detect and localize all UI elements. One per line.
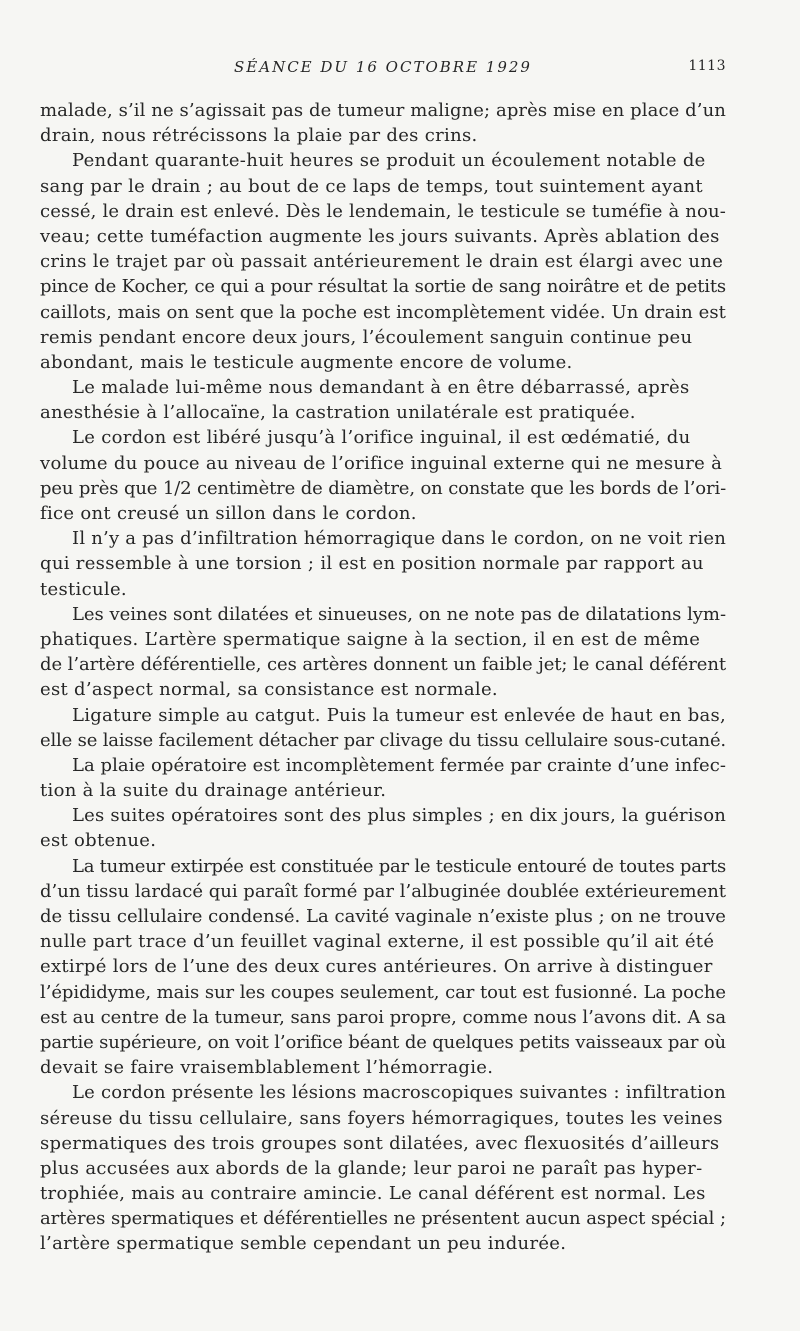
text-line: crins le trajet par où passait antérieurement le drain est élargi avec une (40, 251, 724, 273)
body-text (40, 98, 726, 1257)
text-line: testicule. (40, 578, 127, 600)
text-line: Le malade lui-même nous demandant à en être débarrassé, après (72, 377, 690, 399)
text-line: cessé, le drain est enlevé. Dès le lendemain, le testicule se tuméfie à nou- (40, 200, 727, 222)
text-line: de l’artère déférentielle, ces artères donnent un faible jet; le canal déférent (40, 654, 727, 676)
text-line: séreuse du tissu cellulaire, sans foyers hémorragiques, toutes les veines (40, 1107, 723, 1129)
text-line: Les suites opératoires sont des plus simples ; en dix jours, la guérison (72, 805, 727, 827)
text-line: remis pendant encore deux jours, l’écoulement sanguin continue peu (40, 326, 693, 348)
text-line: Pendant quarante-huit heures se produit un écoulement notable de (72, 150, 706, 172)
text-line: Il n’y a pas d’infiltration hémorragique dans le cordon, on ne voit rien (72, 528, 726, 550)
running-title: SÉANCE DU 16 OCTOBRE 1929 (234, 58, 532, 76)
text-line: veau; cette tuméfaction augmente les jours suivants. Après ablation des (40, 225, 720, 247)
text-line: est d’aspect normal, sa consistance est normale. (40, 679, 498, 701)
text-line: l’épididyme, mais sur les coupes seulement, car tout est fusionné. La poche (40, 981, 726, 1003)
text-line: spermatiques des trois groupes sont dilatées, avec flexuosités d’ailleurs (40, 1132, 720, 1154)
text-line: malade, s’il ne s’agissait pas de tumeur maligne; après mise en place d’un (40, 100, 726, 121)
text-line: abondant, mais le testicule augmente encore de volume. (40, 351, 573, 373)
text-line: caillots, mais on sent que la poche est incomplètement vidée. Un drain est (40, 301, 726, 323)
page-number: 1113 (688, 58, 726, 74)
running-head (40, 58, 726, 82)
text-line: peu près que 1/2 centimètre de diamètre, on constate que les bords de l’ori- (40, 477, 727, 499)
text-line: Les veines sont dilatées et sinueuses, on ne note pas de dilatations lym- (72, 603, 727, 625)
text-line: partie supérieure, on voit l’orifice béant de quelques petits vaisseaux par où (40, 1031, 726, 1053)
text-line: d’un tissu lardacé qui paraît formé par l’albuginée doublée extérieurement (40, 880, 727, 902)
text-line: est au centre de la tumeur, sans paroi propre, comme nous l’avons dit. A sa (40, 1006, 726, 1028)
text-line: anesthésie à l’allocaïne, la castration unilatérale est pratiquée. (40, 402, 636, 424)
text-line: tion à la suite du drainage antérieur. (40, 780, 387, 802)
text-line: sang par le drain ; au bout de ce laps de temps, tout suintement ayant (40, 175, 703, 197)
text-line: drain, nous rétrécissons la plaie par des crins. (40, 125, 478, 147)
text-line: phatiques. L’artère spermatique saigne à la section, il en est de même (40, 628, 701, 650)
text-line: La plaie opératoire est incomplètement fermée par crainte d’une infec- (72, 754, 726, 776)
text-line: trophiée, mais au contraire amincie. Le canal déférent est normal. Les (40, 1183, 706, 1205)
text-line: plus accusées aux abords de la glande; leur paroi ne paraît pas hyper- (40, 1157, 703, 1179)
text-line: nulle part trace d’un feuillet vaginal externe, il est possible qu’il ait été (40, 931, 715, 953)
text-line: l’artère spermatique semble cependant un peu indurée. (40, 1233, 567, 1255)
text-line: Le cordon est libéré jusqu’à l’orifice inguinal, il est œdématié, du (72, 427, 691, 449)
text-line: elle se laisse facilement détacher par clivage du tissu cellulaire sous-cutané. (40, 729, 726, 751)
text-line: Le cordon présente les lésions macroscopiques suivantes : infiltration (72, 1082, 727, 1104)
text-line: devait se faire vraisemblablement l’hémorragie. (40, 1057, 494, 1079)
text-line: qui ressemble à une torsion ; il est en position normale par rapport au (40, 553, 704, 575)
text-line: est obtenue. (40, 830, 157, 852)
text-line: de tissu cellulaire condensé. La cavité vaginale n’existe plus ; on ne trouve (40, 906, 726, 927)
text-line: artères spermatiques et déférentielles ne présentent aucun aspect spécial ; (40, 1208, 727, 1230)
text-line: volume du pouce au niveau de l’orifice inguinal externe qui ne mesure à (40, 452, 723, 474)
text-line: Ligature simple au catgut. Puis la tumeur est enlevée de haut en bas, (72, 704, 727, 726)
text-line: fice ont creusé un sillon dans le cordon. (40, 503, 417, 524)
text-line: extirpé lors de l’une des deux cures antérieures. On arrive à distinguer (40, 956, 713, 978)
text-line: La tumeur extirpée est constituée par le testicule entouré de toutes parts (72, 855, 727, 877)
text-line: pince de Kocher, ce qui a pour résultat la sortie de sang noirâtre et de petits (40, 276, 726, 298)
